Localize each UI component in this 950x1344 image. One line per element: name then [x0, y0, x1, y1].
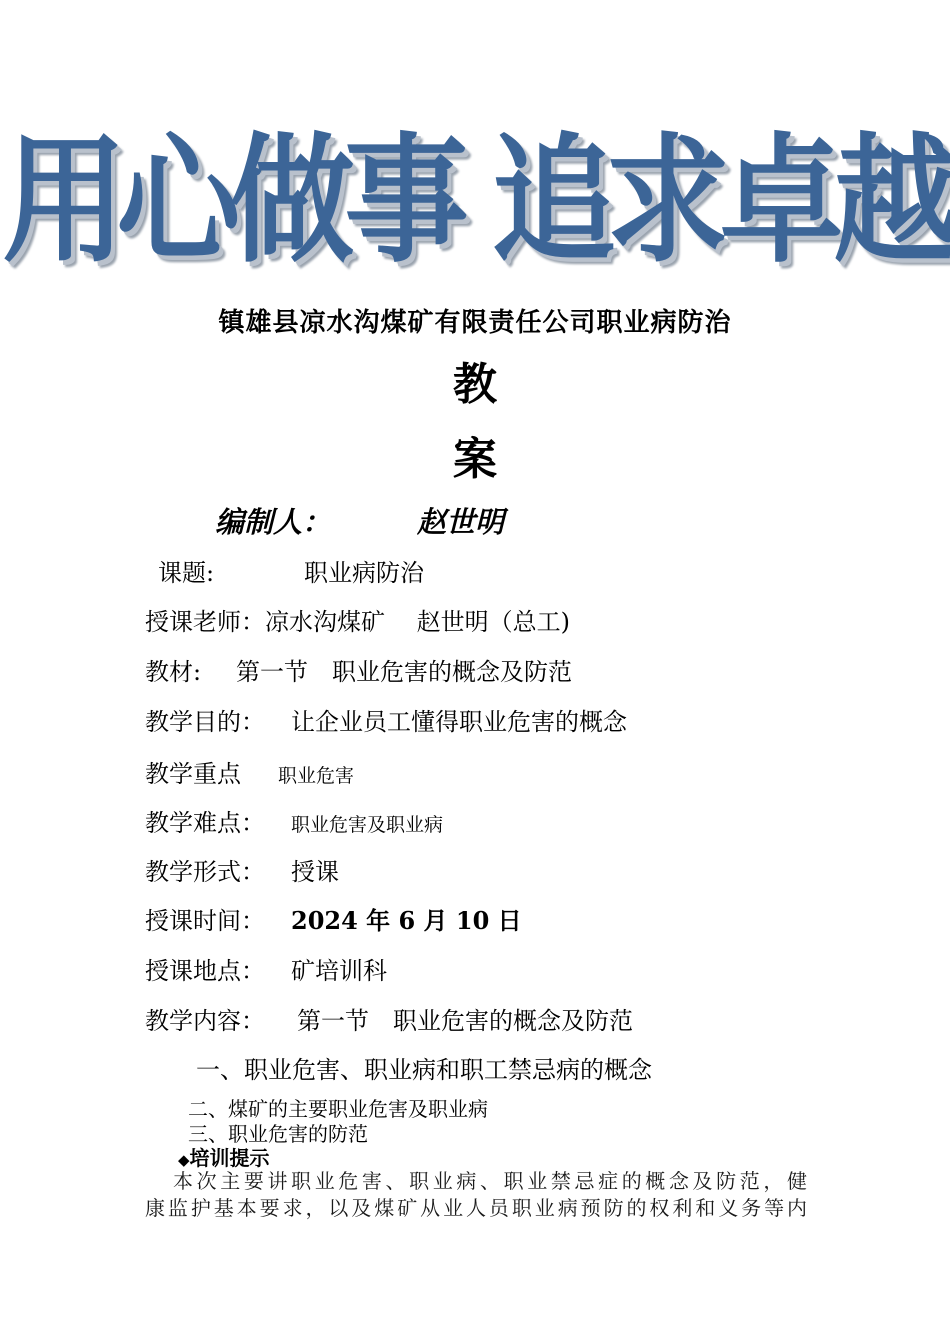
- material-label: 教材:: [145, 658, 202, 686]
- difficulty-row: [145, 806, 444, 840]
- material-row: [145, 655, 572, 689]
- difficulty-value: 职业危害及职业病: [291, 814, 444, 836]
- goal-row: [145, 705, 627, 739]
- topic-row: [158, 556, 424, 590]
- time-value: 2024 年 6 月 10 日: [291, 906, 522, 935]
- compiler-name: 赵世明: [417, 505, 505, 539]
- form-label: 教学形式：: [145, 858, 265, 886]
- training-tip-title: 培训提示: [189, 1146, 270, 1170]
- slogan-banner: 用心做事 追求卓越: [2, 120, 948, 283]
- teacher-value: 凉水沟煤矿 赵世明（总工): [265, 608, 570, 636]
- company-title: 镇雄县凉水沟煤矿有限责任公司职业病防治: [218, 308, 732, 338]
- time-label: 授课时间：: [145, 907, 265, 935]
- key-point-row: [145, 757, 355, 791]
- key-point-value: 职业危害: [278, 765, 355, 787]
- compiler-line: [215, 500, 504, 544]
- goal-value: 让企业员工懂得职业危害的概念: [291, 708, 627, 736]
- body-line-1: 本次主要讲职业危害、职业病、职业禁忌症的概念及防范，健: [173, 1169, 807, 1193]
- doc-type-char-an: 案: [453, 434, 497, 485]
- outline-item-2: 二、煤矿的主要职业危害及职业病: [188, 1097, 488, 1121]
- content-label: 教学内容：: [145, 1007, 265, 1035]
- compiler-label: 编制人：: [215, 505, 332, 539]
- form-row: [145, 855, 339, 889]
- content-value: 第一节 职业危害的概念及防范: [297, 1007, 633, 1035]
- topic-value: 职业病防治: [304, 559, 424, 587]
- key-point-label: 教学重点: [145, 760, 241, 788]
- doc-type-char-jiao: 教: [453, 359, 497, 410]
- teacher-row: [145, 605, 570, 639]
- form-value: 授课: [291, 858, 339, 886]
- diamond-bullet-icon: ◆: [178, 1151, 190, 1169]
- place-row: [145, 954, 387, 988]
- goal-label: 教学目的：: [145, 708, 265, 736]
- content-row: [145, 1004, 633, 1038]
- material-value: 第一节 职业危害的概念及防范: [236, 658, 572, 686]
- place-label: 授课地点：: [145, 957, 265, 985]
- time-row: [145, 904, 522, 938]
- outline-item-1: 一、职业危害、职业病和职工禁忌病的概念: [196, 1056, 652, 1084]
- place-value: 矿培训科: [291, 957, 387, 985]
- body-line-2: 康监护基本要求，以及煤矿从业人员职业病预防的权利和义务等内: [145, 1196, 807, 1220]
- outline-item-3: 三、职业危害的防范: [188, 1122, 368, 1146]
- difficulty-label: 教学难点：: [145, 809, 265, 837]
- topic-label: 课题:: [158, 559, 215, 587]
- training-tip-body: [145, 1168, 807, 1222]
- teacher-label: 授课老师：: [145, 608, 265, 636]
